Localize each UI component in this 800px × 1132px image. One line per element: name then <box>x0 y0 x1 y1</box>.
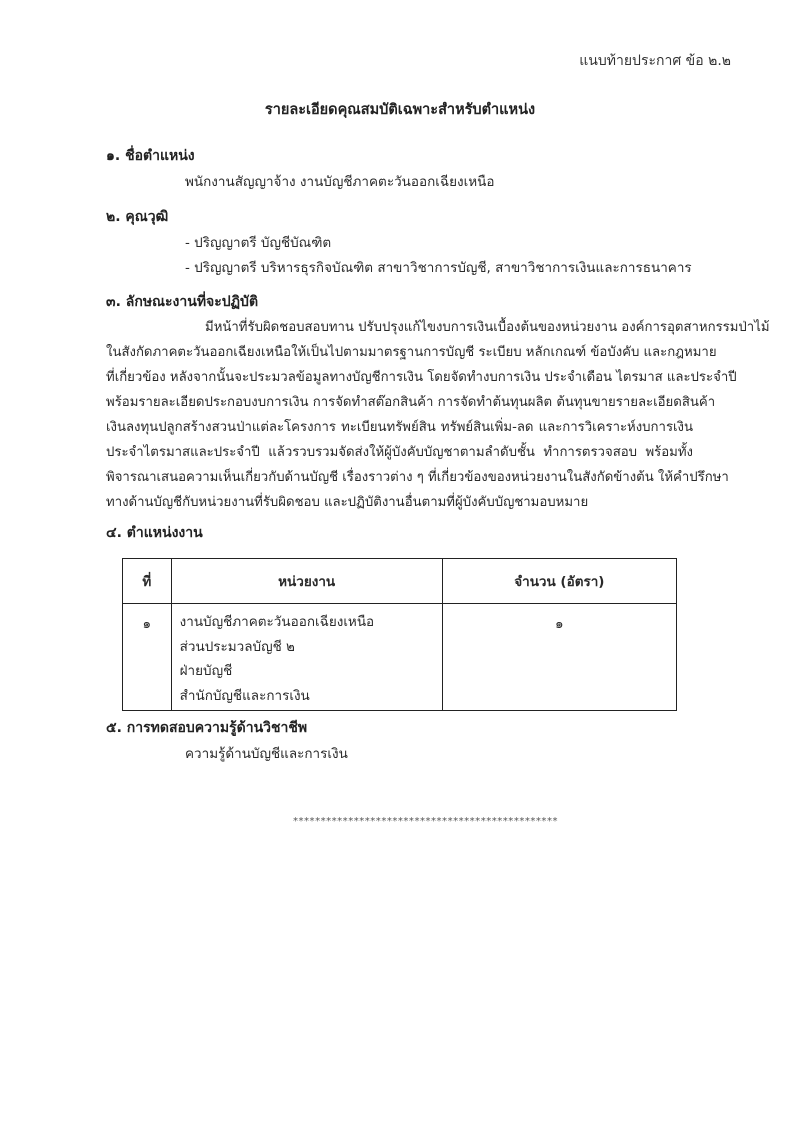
header-unit: หน่วยงาน <box>171 559 442 604</box>
end-separator: ************************************************ <box>292 816 558 827</box>
position-name-value: พนักงานสัญญาจ้าง งานบัญชีภาคตะวันออกเฉียงเหนือ <box>185 174 495 190</box>
unit-line: งานบัญชีภาคตะวันออกเฉียงเหนือ <box>179 614 375 630</box>
unit-line: ส่วนประมวลบัญชี ๒ <box>179 638 295 655</box>
section-positions-heading: ๔. ตำแหน่งงาน <box>106 525 203 541</box>
section-professional-test-heading: ๕. การทดสอบความรู้ด้านวิชาชีพ <box>106 720 308 736</box>
table-row <box>123 604 677 711</box>
qualification-item: - ปริญญาตรี บัญชีบัณฑิต <box>185 235 332 251</box>
row-no: ๑ <box>142 616 152 632</box>
job-description-line: ที่เกี่ยวข้อง หลังจากนั้นจะประมวลข้อมูลทางบัญชีการเงิน โดยจัดทำงบการเงิน ประจำเดือน ไตรมาส และประจำปี <box>106 370 737 385</box>
section-position-name-heading: ๑. ชื่อตำแหน่ง <box>106 148 195 164</box>
job-description-line: ในสังกัดภาคตะวันออกเฉียงเหนือให้เป็นไปตามมาตรฐานการบัญชี ระเบียบ หลักเกณฑ์ ข้อบังคับ และกฎหมาย <box>106 345 717 360</box>
section-job-description-heading: ๓. ลักษณะงานที่จะปฏิบัติ <box>106 294 259 310</box>
job-description-line: ทางด้านบัญชีกับหน่วยงานที่รับผิดชอบ และปฏิบัติงานอื่นตามที่ผู้บังคับบัญชามอบหมาย <box>106 495 589 510</box>
row-unit-cell <box>171 604 442 711</box>
row-no-cell <box>123 604 172 711</box>
header-no: ที่ <box>123 559 172 604</box>
qualification-item: - ปริญญาตรี บริหารธุรกิจบัณฑิต สาขาวิชาการบัญชี, สาขาวิชาการเงินและการธนาคาร <box>185 260 692 276</box>
positions-table <box>122 558 677 711</box>
job-description-line: ประจำไตรมาสและประจำปี แล้วรวบรวมจัดส่งให้ผู้บังคับบัญชาตามลำดับชั้น ทำการตรวจสอบ พร้อมทั้ง <box>106 445 693 460</box>
job-description-line: พร้อมรายละเอียดประกอบงบการเงิน การจัดทำสต๊อกสินค้า การจัดทำต้นทุนผลิต ต้นทุนขายรายละเอียดสินค้า <box>106 395 716 410</box>
job-description-line: พิจารณาเสนอความเห็นเกี่ยวกับด้านบัญชี เรื่องราวต่าง ๆ ที่เกี่ยวข้องของหน่วยงานในสังกัดข้างต้น ให้คำปรึกษา <box>106 470 729 485</box>
header-count: จำนวน (อัตรา) <box>442 559 676 604</box>
unit-line: ฝ่ายบัญชี <box>179 663 233 679</box>
annex-reference: แนบท้ายประกาศ ข้อ ๒.๒ <box>579 53 731 69</box>
row-count-cell <box>442 604 676 711</box>
professional-test-value: ความรู้ด้านบัญชีและการเงิน <box>185 746 348 762</box>
section-qualifications-heading: ๒. คุณวุฒิ <box>106 209 169 225</box>
document-title: รายละเอียดคุณสมบัติเฉพาะสำหรับตำแหน่ง <box>264 102 536 118</box>
job-description-line: มีหน้าที่รับผิดชอบสอบทาน ปรับปรุงแก้ไขงบการเงินเบื้องต้นของหน่วยงาน องค์การอุตสาหกรรมป่าไม้ <box>205 320 770 335</box>
table-header-row <box>123 559 677 604</box>
row-count: ๑ <box>555 616 564 632</box>
job-description-line: เงินลงทุนปลูกสร้างสวนป่าแต่ละโครงการ ทะเบียนทรัพย์สิน ทรัพย์สินเพิ่ม-ลด และการวิเคราะห์งบการเงิน <box>106 420 693 435</box>
unit-line: สำนักบัญชีและการเงิน <box>179 687 310 704</box>
